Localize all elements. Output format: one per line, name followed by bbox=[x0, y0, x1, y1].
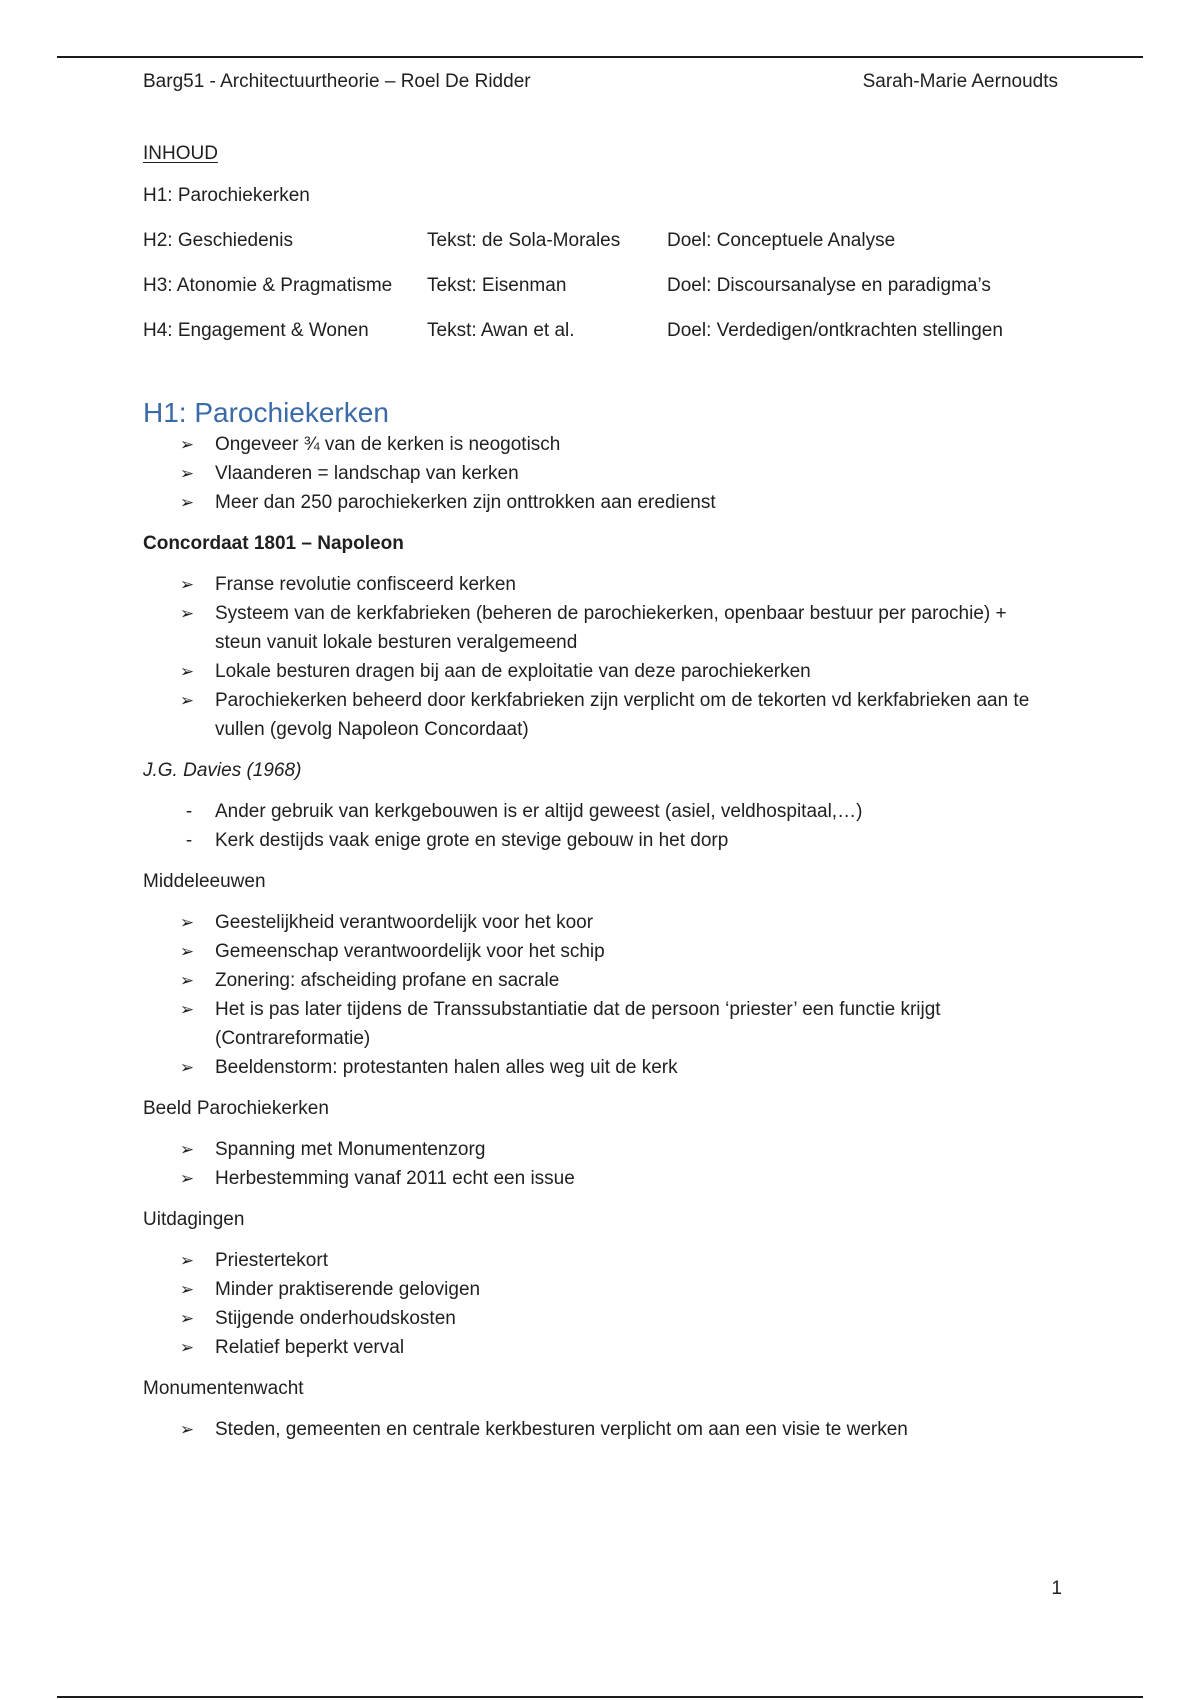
list-item-text: Zonering: afscheiding profane en sacrale bbox=[215, 970, 560, 991]
list-item bbox=[143, 1164, 1058, 1193]
toc-chapter: H3: Atonomie & Pragmatisme bbox=[143, 275, 393, 296]
list-item bbox=[143, 995, 1058, 1053]
arrow-bullet-icon: ➢ bbox=[179, 1058, 195, 1077]
toc-row bbox=[143, 184, 1058, 208]
list-item bbox=[143, 430, 1058, 459]
list-item-text: Relatief beperkt verval bbox=[215, 1337, 405, 1358]
beeld-list bbox=[143, 1135, 1058, 1193]
list-item bbox=[143, 657, 1058, 686]
list-item bbox=[143, 1053, 1058, 1082]
arrow-bullet-icon: ➢ bbox=[179, 942, 195, 961]
subheading-concordaat: Concordaat 1801 – Napoleon bbox=[143, 533, 404, 554]
arrow-bullet-icon: ➢ bbox=[179, 691, 195, 710]
list-item bbox=[143, 826, 1058, 855]
arrow-bullet-icon: ➢ bbox=[179, 1280, 195, 1299]
monumentenwacht-list bbox=[143, 1415, 1058, 1444]
list-item-text: Kerk destijds vaak enige grote en stevige gebouw in het dorp bbox=[215, 830, 729, 851]
middeleeuwen-list bbox=[143, 908, 1058, 1082]
arrow-bullet-icon: ➢ bbox=[179, 1420, 195, 1439]
list-item bbox=[143, 570, 1058, 599]
toc-text: Tekst: Awan et al. bbox=[427, 320, 575, 341]
subheading-middeleeuwen: Middeleeuwen bbox=[143, 871, 266, 892]
arrow-bullet-icon: ➢ bbox=[179, 464, 195, 483]
list-item bbox=[143, 1246, 1058, 1275]
list-item bbox=[143, 1275, 1058, 1304]
list-item-text: Geestelijkheid verantwoordelijk voor het koor bbox=[215, 912, 594, 933]
uitdagingen-list bbox=[143, 1246, 1058, 1362]
list-item-text: Ander gebruik van kerkgebouwen is er altijd geweest (asiel, veldhospitaal,…) bbox=[215, 801, 863, 822]
section-heading: H1: Parochiekerken bbox=[143, 397, 389, 428]
dash-bullet-icon: - bbox=[185, 801, 193, 822]
subheading-monumentenwacht: Monumentenwacht bbox=[143, 1378, 304, 1399]
page-number: 1 bbox=[1051, 1578, 1062, 1599]
page-body bbox=[143, 142, 1058, 1444]
list-item bbox=[143, 1415, 1058, 1444]
arrow-bullet-icon: ➢ bbox=[179, 1169, 195, 1188]
arrow-bullet-icon: ➢ bbox=[179, 435, 195, 454]
concordaat-list bbox=[143, 570, 1058, 744]
list-item-text: Herbestemming vanaf 2011 echt een issue bbox=[215, 1168, 575, 1189]
list-item-text: Beeldenstorm: protestanten halen alles weg uit de kerk bbox=[215, 1057, 678, 1078]
toc-title: INHOUD bbox=[143, 143, 218, 164]
toc-goal: Doel: Verdedigen/ontkrachten stellingen bbox=[667, 320, 1003, 341]
list-item bbox=[143, 1333, 1058, 1362]
header-author: Sarah-Marie Aernoudts bbox=[862, 71, 1058, 92]
arrow-bullet-icon: ➢ bbox=[179, 1309, 195, 1328]
list-item-text: Steden, gemeenten en centrale kerkbesturen verplicht om aan een visie te werken bbox=[215, 1419, 908, 1440]
list-item-text: Gemeenschap verantwoordelijk voor het schip bbox=[215, 941, 605, 962]
list-item-text: Vlaanderen = landschap van kerken bbox=[215, 463, 519, 484]
subheading-davies: J.G. Davies (1968) bbox=[143, 760, 302, 781]
toc-row bbox=[143, 274, 1058, 298]
list-item-text: Priestertekort bbox=[215, 1250, 328, 1271]
toc-row bbox=[143, 229, 1058, 253]
toc-row bbox=[143, 319, 1058, 343]
subheading-beeld: Beeld Parochiekerken bbox=[143, 1098, 329, 1119]
intro-list bbox=[143, 430, 1058, 517]
list-item-text: Parochiekerken beheerd door kerkfabrieken zijn verplicht om de tekorten vd kerkfabrieken aan te vullen (gevolg Napoleon Concordaat) bbox=[215, 690, 1030, 740]
list-item bbox=[143, 1135, 1058, 1164]
arrow-bullet-icon: ➢ bbox=[179, 662, 195, 681]
arrow-bullet-icon: ➢ bbox=[179, 575, 195, 594]
list-item bbox=[143, 797, 1058, 826]
toc-chapter: H1: Parochiekerken bbox=[143, 185, 310, 206]
toc-chapter: H4: Engagement & Wonen bbox=[143, 320, 369, 341]
list-item bbox=[143, 488, 1058, 517]
list-item bbox=[143, 1304, 1058, 1333]
arrow-bullet-icon: ➢ bbox=[179, 1338, 195, 1357]
list-item bbox=[143, 937, 1058, 966]
list-item bbox=[143, 686, 1058, 744]
list-item-text: Systeem van de kerkfabrieken (beheren de parochiekerken, openbaar bestuur per parochie) + steun vanuit lokale besturen veralgemeend bbox=[215, 603, 1007, 653]
arrow-bullet-icon: ➢ bbox=[179, 971, 195, 990]
list-item-text: Het is pas later tijdens de Transsubstantiatie dat de persoon ‘priester’ een functie krijgt (Contrareformatie) bbox=[215, 999, 941, 1049]
list-item-text: Ongeveer ¾ van de kerken is neogotisch bbox=[215, 434, 561, 455]
list-item-text: Franse revolutie confisceerd kerken bbox=[215, 574, 516, 595]
toc-goal: Doel: Discoursanalyse en paradigma’s bbox=[667, 275, 991, 296]
list-item-text: Spanning met Monumentenzorg bbox=[215, 1139, 486, 1160]
arrow-bullet-icon: ➢ bbox=[179, 1140, 195, 1159]
arrow-bullet-icon: ➢ bbox=[179, 1000, 195, 1019]
list-item-text: Meer dan 250 parochiekerken zijn onttrokken aan eredienst bbox=[215, 492, 716, 513]
arrow-bullet-icon: ➢ bbox=[179, 913, 195, 932]
list-item bbox=[143, 459, 1058, 488]
toc-text: Tekst: de Sola-Morales bbox=[427, 230, 621, 251]
header-rule bbox=[57, 56, 1143, 58]
dash-bullet-icon: - bbox=[185, 830, 193, 851]
toc-text: Tekst: Eisenman bbox=[427, 275, 567, 296]
arrow-bullet-icon: ➢ bbox=[179, 604, 195, 623]
header-course: Barg51 - Architectuurtheorie – Roel De Ridder bbox=[143, 71, 531, 92]
davies-list bbox=[143, 797, 1058, 855]
list-item bbox=[143, 908, 1058, 937]
list-item bbox=[143, 966, 1058, 995]
list-item bbox=[143, 599, 1058, 657]
arrow-bullet-icon: ➢ bbox=[179, 1251, 195, 1270]
footer-rule bbox=[57, 1696, 1143, 1698]
page-header bbox=[143, 71, 1058, 97]
list-item-text: Stijgende onderhoudskosten bbox=[215, 1308, 456, 1329]
toc-goal: Doel: Conceptuele Analyse bbox=[667, 230, 896, 251]
toc-chapter: H2: Geschiedenis bbox=[143, 230, 293, 251]
list-item-text: Minder praktiserende gelovigen bbox=[215, 1279, 481, 1300]
list-item-text: Lokale besturen dragen bij aan de exploitatie van deze parochiekerken bbox=[215, 661, 811, 682]
subheading-uitdagingen: Uitdagingen bbox=[143, 1209, 245, 1230]
arrow-bullet-icon: ➢ bbox=[179, 493, 195, 512]
